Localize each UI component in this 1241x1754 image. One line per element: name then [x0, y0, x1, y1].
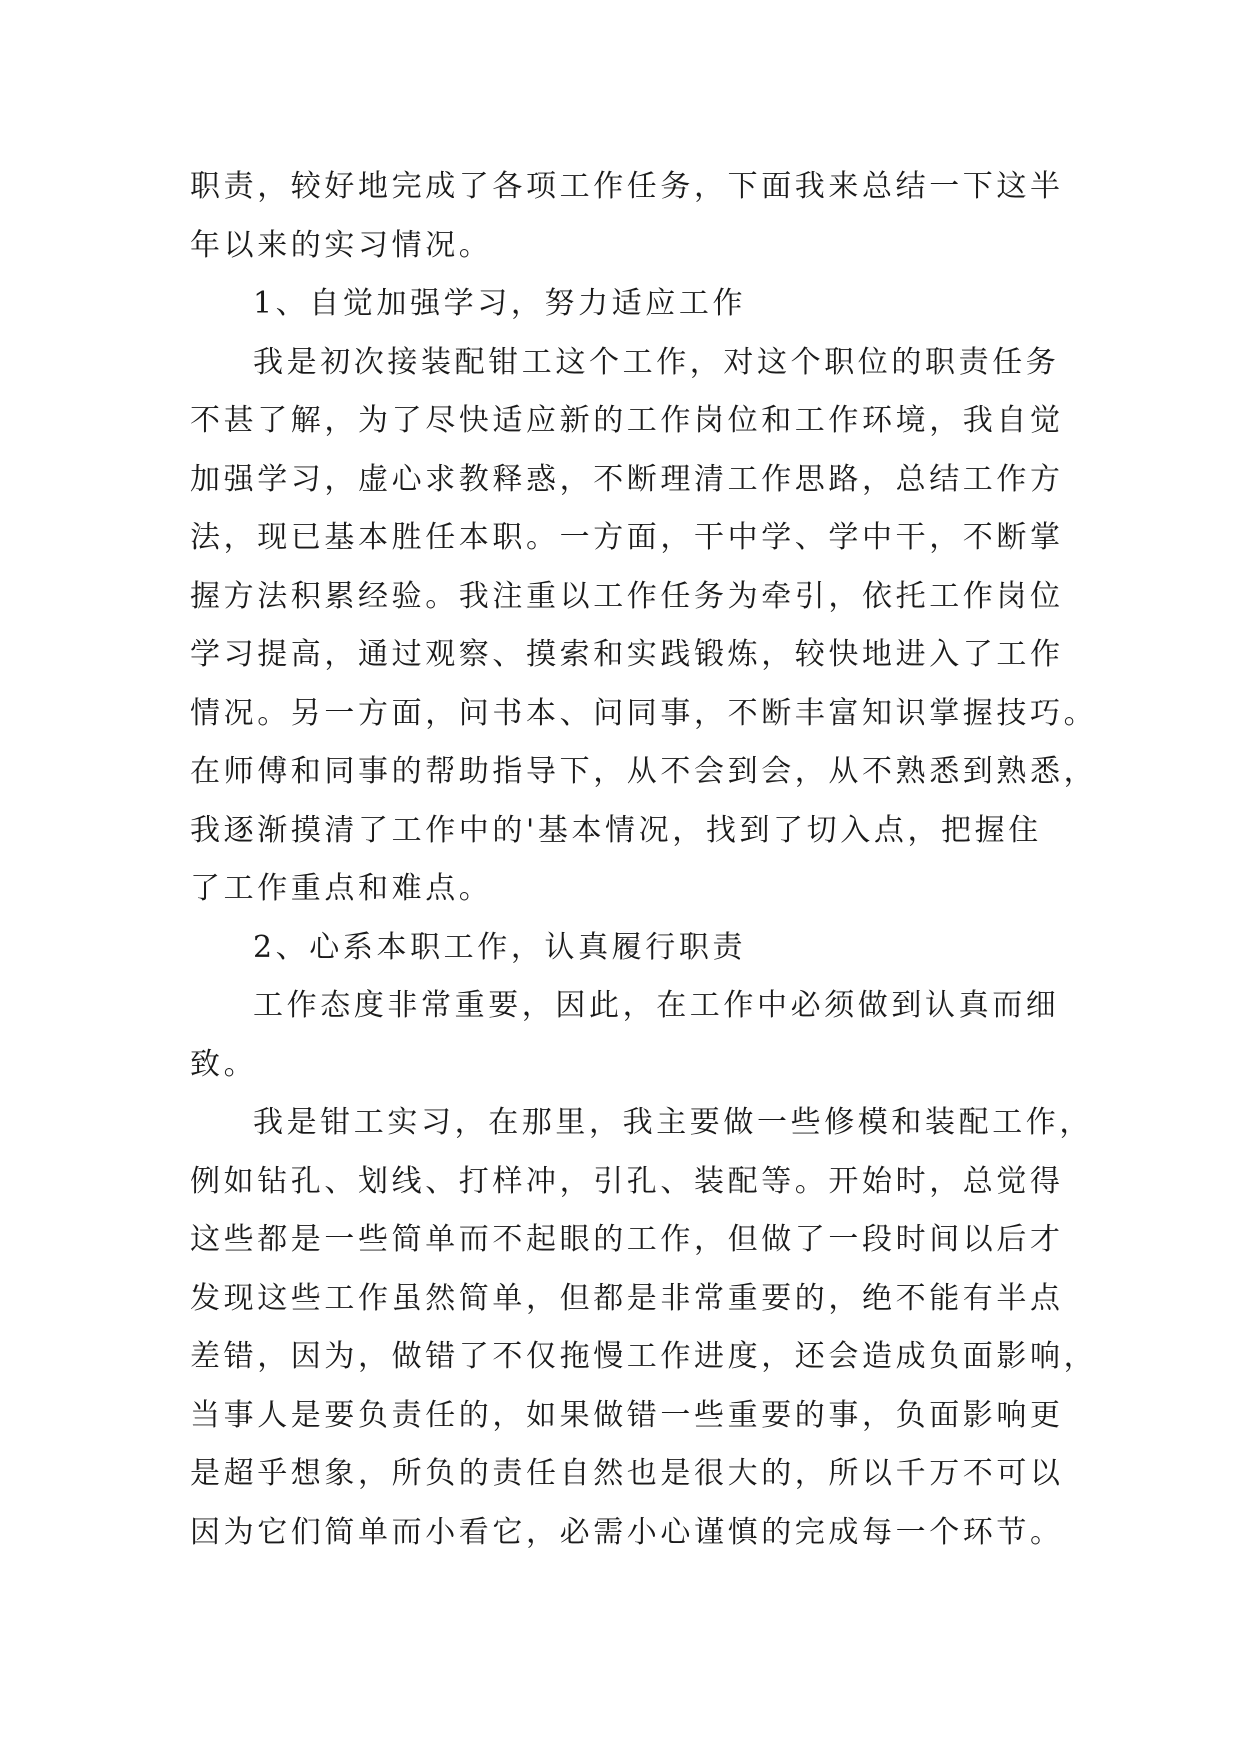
text-line: 法，现已基本胜任本职。一方面，干中学、学中干，不断掌	[190, 520, 1064, 555]
text-line: 发现这些工作虽然简单，但都是非常重要的，绝不能有半点	[190, 1280, 1064, 1316]
text-line: 学习提高，通过观察、摸索和实践锻炼，较快地进入了工作	[190, 637, 1064, 672]
text-line: 不甚了解，为了尽快适应新的工作岗位和工作环境，我自觉	[190, 403, 1064, 438]
text-line: 工作态度非常重要，因此，在工作中必须做到认真而细	[253, 988, 1060, 1023]
text-line: 握方法积累经验。我注重以工作任务为牵引，依托工作岗位	[190, 578, 1064, 614]
text-line: 职责，较好地完成了各项工作任务，下面我来总结一下这半	[190, 169, 1064, 204]
text-line: 因为它们简单而小看它，必需小心谨慎的完成每一个环节。	[190, 1514, 1064, 1550]
text-line: 当事人是要负责任的，如果做错一些重要的事，负面影响更	[190, 1397, 1064, 1433]
text-line: 我是钳工实习，在那里，我主要做一些修模和装配工作，	[253, 1105, 1093, 1140]
document-body	[190, 158, 1098, 1562]
text-line: 情况。另一方面，问书本、问同事，不断丰富知识掌握技巧。	[190, 695, 1098, 731]
text-line: 在师傅和同事的帮助指导下，从不会到会，从不熟悉到熟悉，	[190, 754, 1098, 789]
text-line: 这些都是一些简单而不起眼的工作，但做了一段时间以后才	[190, 1222, 1064, 1257]
text-line: 年以来的实习情况。	[190, 227, 493, 263]
text-line: 例如钻孔、划线、打样冲，引孔、装配等。开始时，总觉得	[190, 1163, 1064, 1199]
text-line: 我逐渐摸清了工作中的'基本情况，找到了切入点，把握住	[190, 812, 1042, 848]
text-line: 差错，因为，做错了不仅拖慢工作进度，还会造成负面影响，	[190, 1339, 1098, 1374]
text-line: 了工作重点和难点。	[190, 871, 493, 906]
text-line: 是超乎想象，所负的责任自然也是很大的，所以千万不可以	[190, 1456, 1064, 1491]
text-line: 我是初次接装配钳工这个工作，对这个职位的职责任务	[253, 344, 1060, 380]
text-line: 2、心系本职工作，认真履行职责	[253, 929, 747, 965]
text-line: 1、自觉加强学习，努力适应工作	[253, 286, 747, 321]
text-line: 加强学习，虚心求教释惑，不断理清工作思路，总结工作方	[190, 461, 1064, 497]
text-line: 致。	[190, 1046, 258, 1082]
